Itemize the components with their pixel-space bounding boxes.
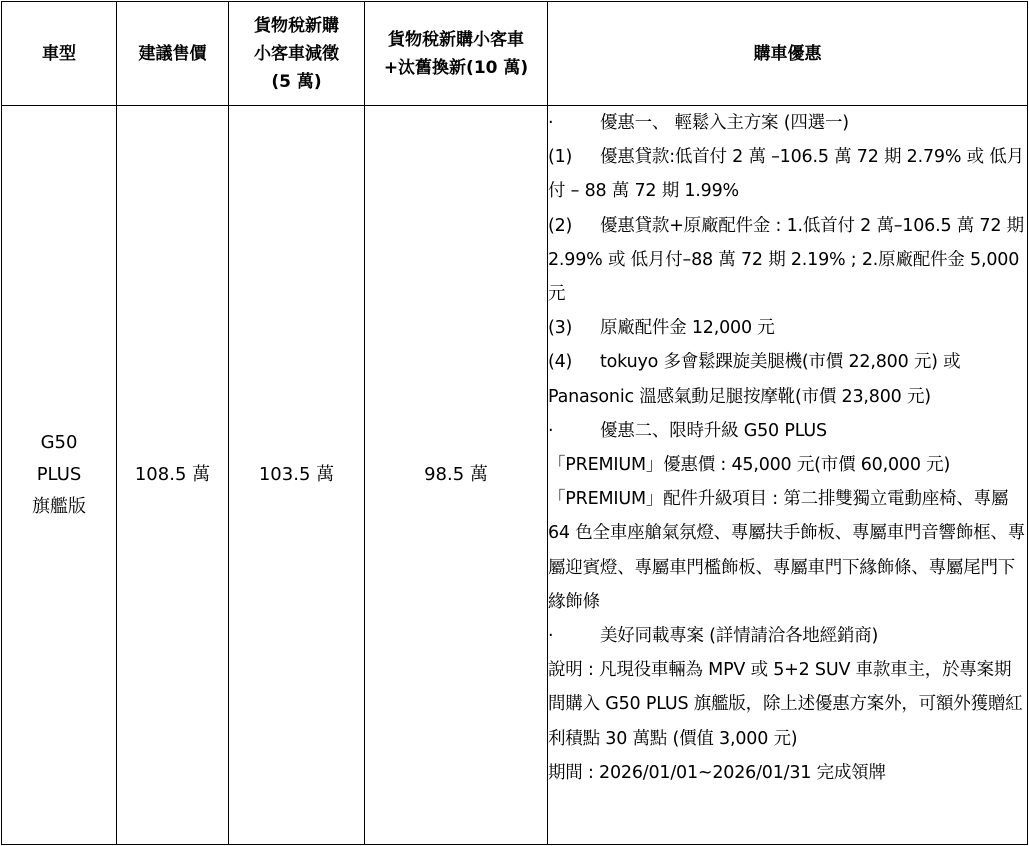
offer1-title: · 優惠一、 輕鬆入主方案 (四選一) bbox=[548, 106, 1027, 140]
offer3-desc: 說明 : 凡現役車輛為 MPV 或 5+2 SUV 車款車主，於專案期間購入 G50 PLUS 旗艦版，除上述優惠方案外，可額外獲贈紅利積點 30 萬點 (價值 3,000 元) bbox=[548, 660, 1023, 749]
model-line1: G50 bbox=[40, 432, 78, 453]
header-tax-line1: 貨物稅新購 bbox=[254, 15, 339, 36]
model-line2: PLUS bbox=[36, 464, 82, 485]
header-tax-reduction bbox=[229, 2, 365, 106]
offer1-item1: (1) 優惠貸款:低首付 2 萬 –106.5 萬 72 期 2.79% 或 低月付 – 88 萬 72 期 1.99% bbox=[548, 147, 1024, 202]
header-model: 車型 bbox=[2, 2, 117, 106]
bullet-3: · bbox=[548, 626, 554, 647]
header-trade-line2: +汰舊換新(10 萬) bbox=[383, 57, 529, 78]
bullet-2: · bbox=[548, 420, 554, 441]
promotion-table bbox=[1, 1, 1028, 845]
cell-offers bbox=[548, 106, 1028, 845]
offer1-item3: (3) 原廠配件金 12,000 元 bbox=[548, 318, 775, 339]
header-trade-line1: 貨物稅新購小客車 bbox=[388, 29, 524, 50]
premium-items: 「PREMIUM」配件升級項目 : 第二排雙獨立電動座椅、專屬 64 色全車座艙氣氛燈、專屬扶手飾板、專屬車門音響飾框、專屬迎賓燈、專屬車門檻飾板、專屬車門下緣飾條、專屬尾門下緣飾條 bbox=[548, 489, 1026, 612]
cell-model bbox=[2, 106, 117, 845]
premium-price: 「PREMIUM」優惠價 : 45,000 元(市價 60,000 元) bbox=[548, 455, 951, 476]
header-offers: 購車優惠 bbox=[548, 2, 1028, 106]
header-trade-in bbox=[365, 2, 548, 106]
bullet-1: · bbox=[548, 113, 554, 133]
header-tax-line3: (5 萬) bbox=[271, 71, 322, 92]
offer3-period: 期間 : 2026/01/01~2026/01/31 完成領牌 bbox=[548, 762, 886, 783]
table-row bbox=[2, 106, 1028, 845]
cell-trade-price: 98.5 萬 bbox=[365, 106, 548, 845]
offer1-item4: (4) tokuyo 多會鬆踝旋美腿機(市價 22,800 元) 或 Panasonic 溫感氣動足腿按摩靴(市價 23,800 元) bbox=[548, 352, 961, 407]
offer1-item2: (2) 優惠貸款+原廠配件金 : 1.低首付 2 萬–106.5 萬 72 期 2.99% 或 低月付–88 萬 72 期 2.19% ; 2.原廠配件金 5,000 元 bbox=[548, 215, 1024, 305]
header-tax-line2: 小客車減徵 bbox=[254, 43, 339, 64]
cell-msrp: 108.5 萬 bbox=[117, 106, 229, 845]
header-row bbox=[2, 2, 1028, 106]
offer2-title: · 優惠二、限時升級 G50 PLUS bbox=[548, 414, 1027, 448]
offer3-title: · 美好同載專案 (詳情請洽各地經銷商) bbox=[548, 619, 1027, 653]
model-line3: 旗艦版 bbox=[32, 496, 86, 517]
header-msrp: 建議售價 bbox=[117, 2, 229, 106]
cell-tax-price: 103.5 萬 bbox=[229, 106, 365, 845]
